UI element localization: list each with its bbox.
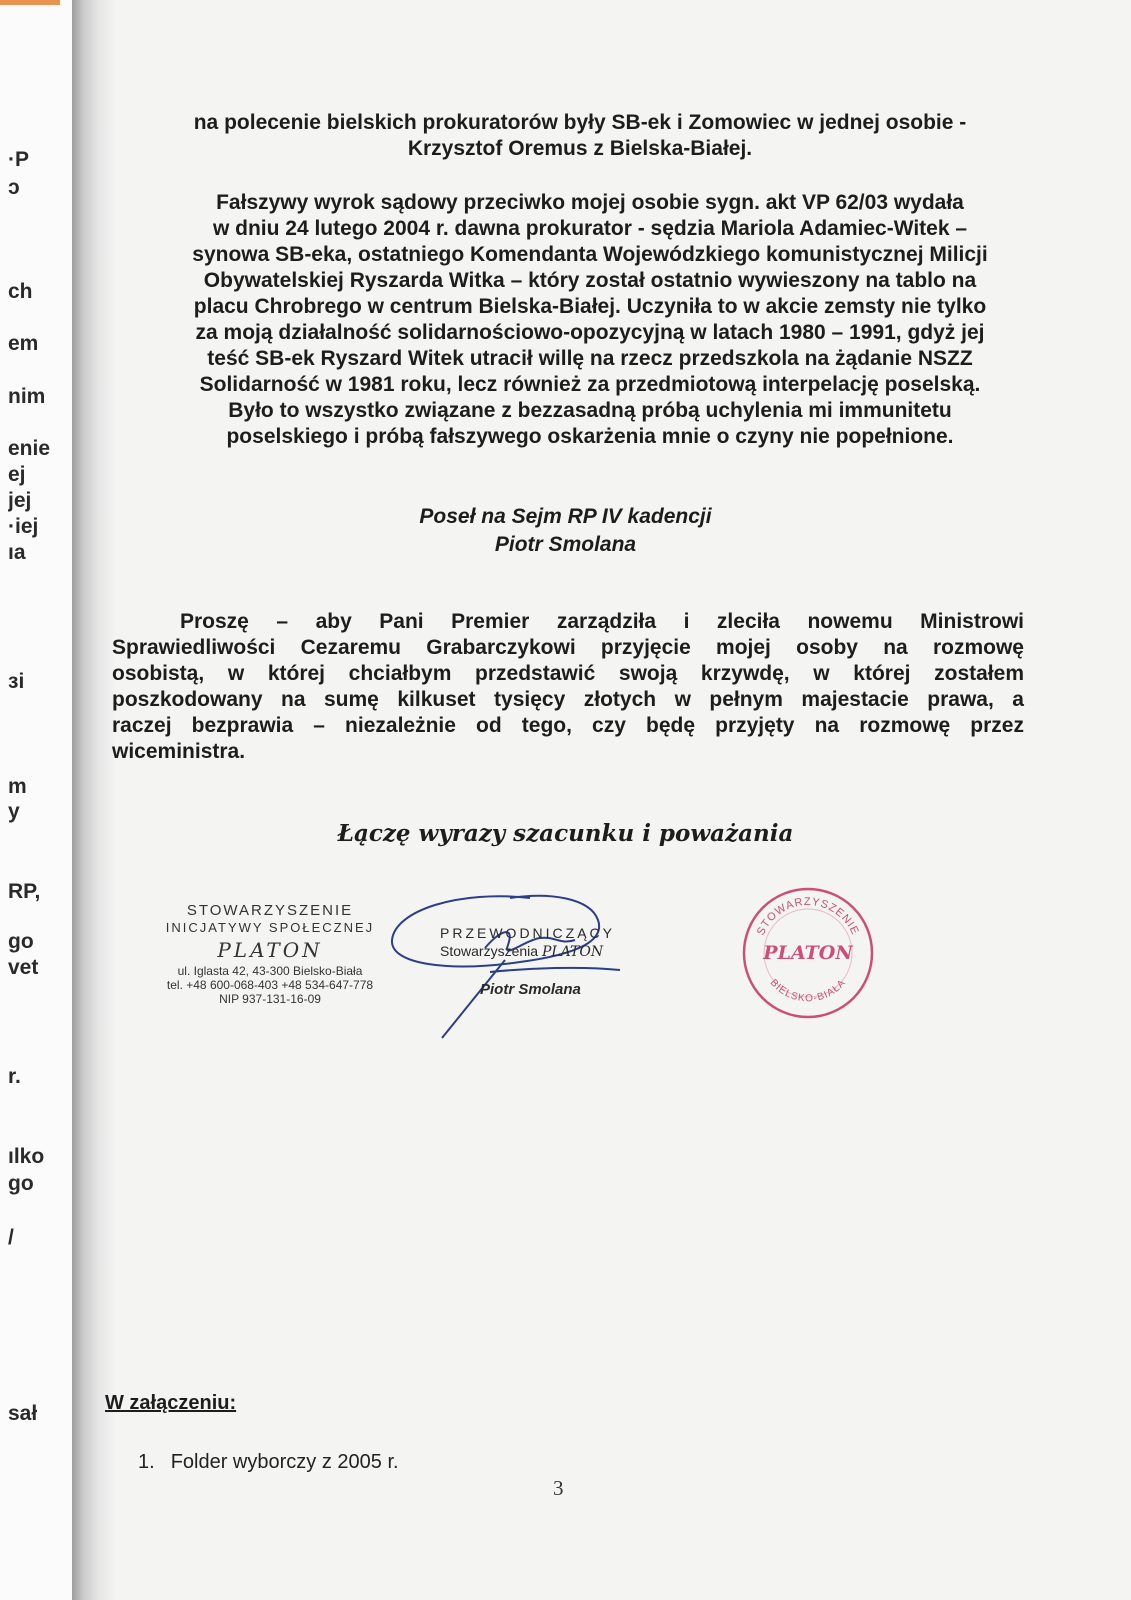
association-address: ul. Iglasta 42, 43-300 Bielsko-Biała [177,964,363,978]
round-stamp [740,885,876,1021]
margin-fragment: RP, [8,880,41,903]
text-line: w dniu 24 lutego 2004 r. dawna prokurator - sędzia Mariola Adamiec-Witek – [212,217,968,240]
text-line: poszkodowany na sumę kilkuset tysięcy złotych w pełnym majestacie prawa, a [112,688,1024,711]
text-line: Proszę – aby Pani Premier zarządziła i zleciła nowemu Ministrowi [180,610,1024,633]
text-line: poselskiego i próbą fałszywego oskarżenia mnie o czyny nie popełnione. [226,425,954,448]
association-name: STOWARZYSZENIE [186,902,354,919]
margin-fragment: nim [8,385,46,408]
attachment-item [138,1451,399,1474]
margin-fragment: / [8,1226,14,1249]
association-logo: PLATON [217,938,323,962]
margin-fragment: jej [8,489,32,512]
attachments-heading: W załączeniu: [105,1392,237,1414]
margin-fragment: ej [8,463,26,486]
text-line: Solidarność w 1981 roku, lecz również za przedmiotową interpelację poselską. [199,373,981,396]
margin-fragment: ılko [8,1145,45,1168]
margin-fragment: enie [8,437,51,460]
mp-name: Piotr Smolana [494,533,637,556]
margin-fragment: sał [8,1402,38,1425]
association-subname: INICJATYWY SPOŁECZNEJ [165,920,375,935]
margin-fragment: r. [8,1065,21,1088]
chairman-name: Piotr Smolana [480,981,581,998]
paragraph-request [112,609,1024,765]
text-line: za moją działalność solidarnościowo-opozycyjną w latach 1980 – 1991, gdyż jej [195,321,985,344]
mp-title: Poseł na Sejm RP IV kadencji [419,505,712,528]
text-line: Obywatelskiej Ryszarda Witka – który został ostatnio wywieszony na tablo na [203,269,977,292]
stamp-top-text: STOWARZYSZENIE [754,895,862,938]
association-nip: NIP 937-131-16-09 [219,992,321,1006]
margin-fragment: ɜi [8,670,25,693]
text-line: wiceministra. [112,740,246,763]
chairman-stamp [440,924,670,998]
paragraph-intro [140,110,1020,162]
text-line: Fałszywy wyrok sądowy przeciwko mojej osobie sygn. akt VP 62/03 wydała [216,191,964,214]
attachment-number: 1. [138,1451,155,1473]
text-line: teść SB-ek Ryszard Witek utracił willę na rzecz przedszkola na żądanie NSZZ [207,347,973,370]
margin-fragment: ıa [8,541,26,564]
association-phone: tel. +48 600-068-403 +48 534-647-778 [166,978,374,992]
organization-prefix: Stowarzyszenia [440,943,539,959]
text-line: synowa SB-eka, ostatniego Komendanta Wojewódzkiego komunistycznej Milicji [192,243,988,266]
mp-signature-block [0,503,1131,559]
text-line: Krzysztof Oremus z Bielska-Białej. [407,137,753,160]
margin-fragment: y [8,800,20,823]
closing-greeting: Łączę wyrazy szacunku i poważania [337,820,794,847]
chairman-organization [440,942,670,961]
top-accent-mark [0,0,60,5]
margin-fragment: ·P [8,148,29,171]
association-stamp [140,902,400,1006]
chairman-title: PRZEWODNICZĄCY [440,925,615,941]
margin-fragment: go [8,1172,34,1195]
text-line: Było to wszystko związane z bezzasadną próbą uchylenia mi immunitetu [228,399,952,422]
margin-fragment: vet [8,956,39,979]
margin-fragment: ch [8,280,33,303]
binding-shadow [72,0,116,1600]
text-line: placu Chrobrego w centrum Bielska-Białej. Uczyniła to w akcie zemsty nie tylko [193,295,987,318]
margin-fragment: ·iej [8,515,39,538]
margin-fragment: ɔ [8,176,20,199]
text-line: Sprawiedliwości Cezaremu Grabarczykowi przyjęcie mojej osoby na rozmowę [112,636,1024,659]
attachment-text: Folder wyborczy z 2005 r. [170,1451,399,1473]
organization-name: PLATON [541,944,604,960]
margin-fragment: m [8,775,27,798]
text-line: na polecenie bielskich prokuratorów były SB-ek i Zomowiec w jednej osobie - [193,111,967,134]
stamp-bottom-text: BIELSKO-BIAŁA [767,977,849,1005]
margin-fragment: em [8,332,39,355]
text-line: raczej bezprawia – niezależnie od tego, czy będę przyjęty na rozmowę przez [112,714,1024,737]
margin-fragment: go [8,930,34,953]
paragraph-false-verdict [150,190,1030,450]
page-number: 3 [553,1476,564,1500]
text-line: osobistą, w której chciałbym przedstawić swoją krzywdę, w której zostałem [112,662,1024,685]
stamp-center-text: PLATON [763,942,853,964]
